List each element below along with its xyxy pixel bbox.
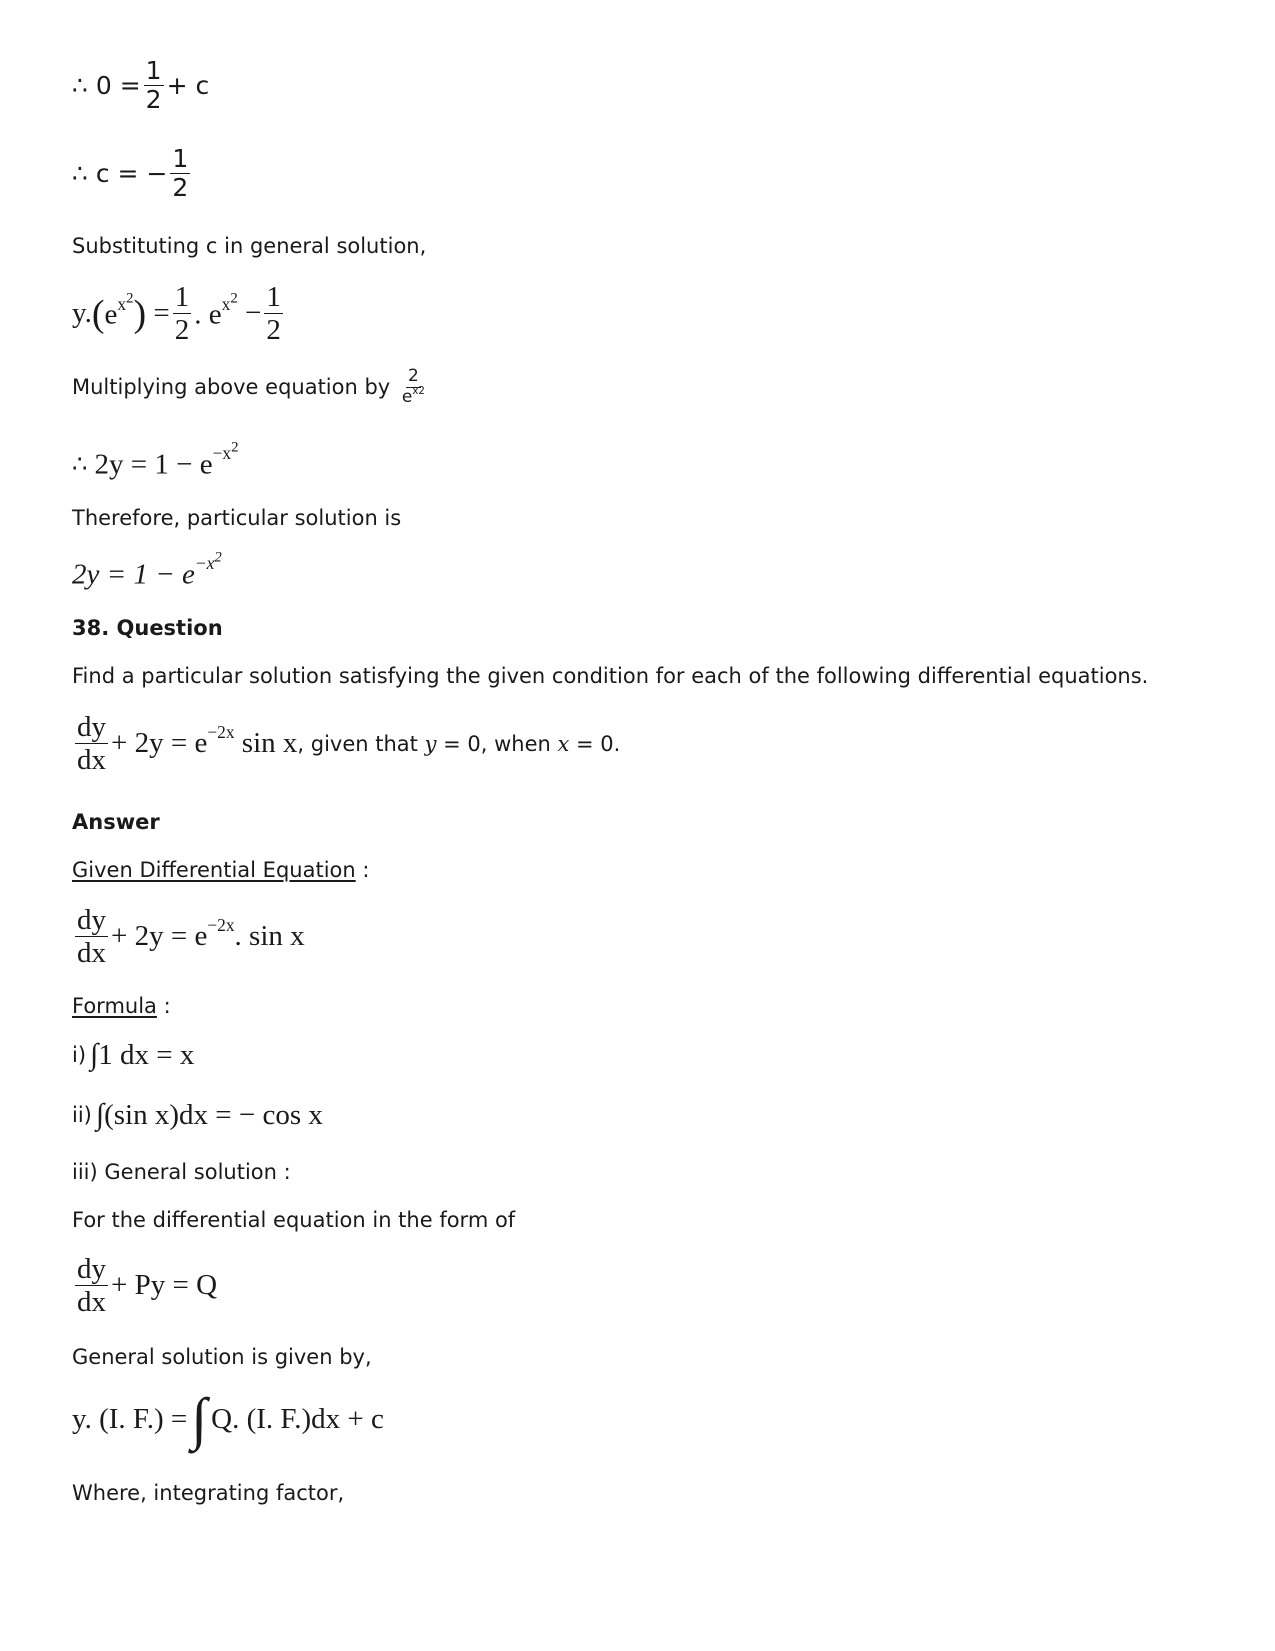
eq-lhs: 0 = [95, 71, 141, 101]
fraction-denominator [400, 385, 427, 407]
derivative-fraction [75, 712, 108, 776]
formula-colon: : [156, 994, 171, 1018]
exp-base: e [401, 386, 413, 407]
multiplying-line [72, 368, 430, 407]
fraction-half [173, 282, 192, 346]
condition-pre: , given that [297, 731, 425, 756]
paren-open: ( [91, 292, 105, 335]
multiplier-fraction [400, 368, 427, 407]
exp-term [94, 440, 239, 481]
exp-power: x [117, 293, 127, 314]
eq-rhs: Q. (I. F.)dx + c [211, 1402, 384, 1435]
given-label: Given Differential Equation [72, 858, 356, 882]
eq-expression: 2y = 1 − e [94, 448, 213, 481]
exp-term [104, 290, 134, 331]
eq-lhs: c = − [95, 159, 168, 189]
condition-text [297, 732, 620, 756]
fraction-half [264, 282, 283, 346]
given-colon: : [355, 858, 370, 882]
formula-ii-label: ii) [72, 1103, 92, 1127]
derivative-fraction [75, 905, 108, 969]
eq-expression: + 2y = e [111, 727, 208, 760]
eq-lhs: y. [72, 297, 92, 330]
formula-i-expression: 1 dx = x [98, 1038, 195, 1071]
therefore-text: Therefore, particular solution is [72, 506, 402, 530]
integral-symbol: ∫ [95, 1098, 105, 1131]
formula-i-label: i) [72, 1043, 87, 1067]
formula-ii-expression: (sin x)dx = − cos x [104, 1098, 323, 1131]
fraction-denominator: 2 [174, 314, 190, 347]
condition-end: = 0. [569, 731, 621, 756]
fraction-half [144, 58, 164, 114]
therefore-symbol: ∴ [72, 71, 88, 101]
therefore-symbol: ∴ [72, 449, 88, 478]
exp-term [194, 290, 238, 331]
exp-term [111, 915, 305, 953]
exp-power-square: 2 [231, 440, 239, 456]
answer-heading: Answer [72, 810, 160, 834]
fraction-numerator: 2 [408, 366, 419, 386]
formula-label: Formula [72, 994, 157, 1018]
exp-power: x2 [412, 385, 425, 397]
equals-sign: = [153, 297, 170, 330]
form-equation [72, 1254, 217, 1318]
fraction-numerator: 1 [172, 144, 189, 173]
variable-y: y [424, 731, 437, 756]
general-text: General solution is given by, [72, 1345, 372, 1369]
variable-x: x [557, 731, 570, 756]
fraction-numerator: dy [77, 1253, 106, 1285]
therefore-symbol: ∴ [72, 159, 88, 189]
formula-i [72, 1040, 194, 1070]
exp-power: −2x [207, 722, 235, 743]
formula-iii-text: iii) General solution : [72, 1160, 291, 1184]
equation-c-step1 [72, 58, 209, 114]
fraction-denominator: 2 [172, 173, 189, 203]
fraction-denominator: 2 [145, 85, 162, 115]
formula-ii [72, 1100, 323, 1130]
exp-power-square: 2 [230, 290, 238, 307]
question-equation [72, 712, 620, 776]
equation-multiplied [72, 440, 239, 481]
exp-term [111, 722, 298, 760]
condition-mid: = 0, when [436, 731, 558, 756]
integral-symbol: ∫ [191, 1386, 208, 1451]
eq-expression: 2y = 1 − e [72, 558, 195, 591]
equation-c-step2 [72, 146, 193, 202]
eq-lhs: y. (I. F.) = [72, 1402, 188, 1435]
paren-close: ) [133, 292, 147, 335]
fraction-denominator: dx [77, 937, 106, 970]
exp-power: −x [194, 553, 215, 574]
given-label-line [72, 858, 369, 882]
eq-rest: + c [166, 71, 210, 101]
substituting-text: Substituting c in general solution, [72, 234, 427, 258]
exp-power-square: 2 [214, 550, 222, 566]
fraction-numerator: 1 [145, 56, 162, 85]
minus-sign: − [244, 297, 262, 330]
exp-power: x [221, 293, 231, 314]
integral-symbol: ∫ [90, 1038, 99, 1071]
trig-term: sin x [234, 727, 298, 760]
fraction-denominator: dx [77, 744, 106, 777]
exp-base: e [104, 298, 118, 331]
fraction-numerator: dy [77, 711, 106, 743]
exp-power: −x [212, 443, 232, 464]
exp-power: −2x [207, 915, 235, 936]
formula-label-line [72, 994, 171, 1018]
general-solution-equation [72, 1386, 384, 1451]
exp-power-square: 2 [126, 290, 134, 307]
fraction-numerator: 1 [174, 281, 190, 313]
eq-expression: + 2y = e [111, 920, 208, 953]
trig-term: . sin x [234, 920, 305, 953]
eq-expression: + Py = Q [111, 1269, 218, 1302]
question-text: Find a particular solution satisfying the given condition for each of the following differential equations. [72, 664, 1149, 688]
derivative-fraction [75, 1254, 108, 1318]
where-text: Where, integrating factor, [72, 1481, 345, 1505]
question-heading: 38. Question [72, 616, 223, 640]
form-text: For the differential equation in the form of [72, 1208, 516, 1232]
fraction-numerator: dy [77, 904, 106, 936]
equation-substituted [72, 282, 286, 346]
exp-base: . e [194, 298, 222, 331]
fraction-half [170, 146, 190, 202]
exp-term [72, 550, 222, 591]
equation-final [72, 550, 222, 591]
fraction-denominator: 2 [266, 314, 281, 347]
fraction-denominator: dx [77, 1286, 106, 1319]
multiplying-text: Multiplying above equation by [72, 375, 391, 400]
fraction-numerator: 1 [266, 281, 281, 313]
given-equation [72, 905, 305, 969]
